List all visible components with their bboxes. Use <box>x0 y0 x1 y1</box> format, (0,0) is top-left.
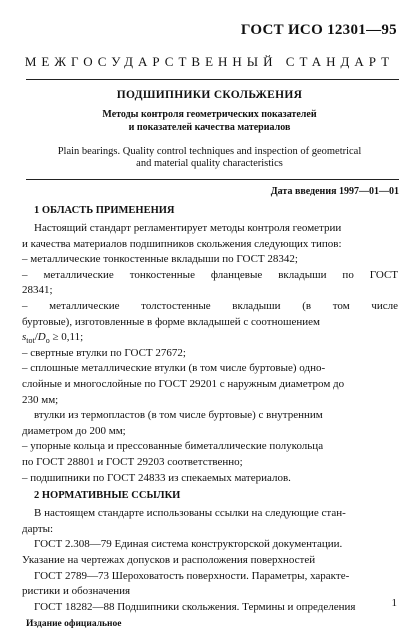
reference-item: ГОСТ 2.308—79 Единая система конструкторской документации. <box>34 538 343 551</box>
introduction-date: Дата введения 1997—01—01 <box>270 186 399 197</box>
standard-type: МЕЖГОСУДАРСТВЕННЫЙ СТАНДАРТ <box>24 54 395 69</box>
section-heading-scope: 1 ОБЛАСТЬ ПРИМЕНЕНИЯ <box>34 205 175 216</box>
english-title-line: and material quality characteristics <box>136 158 283 169</box>
list-item: втулки из термопластов (в том числе буртовые) с внутренним <box>34 409 323 422</box>
header-rule <box>26 79 399 80</box>
list-item: – сплошные металлические втулки (в том числе буртовые) одно- <box>22 362 326 375</box>
reference-item: ГОСТ 2789—73 Шероховатость поверхности. Параметры, характе- <box>34 569 350 582</box>
gost-code: ГОСТ ИСО 12301—95 <box>240 22 397 38</box>
english-title-line: Plain bearings. Quality control techniques and inspection of geometrical <box>57 146 362 157</box>
ratio-value: ≥ 0,11; <box>52 331 84 344</box>
reference-item: ГОСТ 18282—88 Подшипники скольжения. Термины и определения <box>34 600 356 613</box>
paragraph-line: Настоящий стандарт регламентирует методы контроля геометрии <box>34 222 342 234</box>
subtitle-line: и показателей качества материалов <box>128 122 291 133</box>
title-rule <box>26 179 399 180</box>
list-item: – свертные втулки по ГОСТ 27672; <box>22 346 186 359</box>
list-item: – подшипники по ГОСТ 24833 из спекаемых материалов. <box>22 471 291 484</box>
edition-note: Издание официальное <box>26 619 122 629</box>
list-item: слойные и многослойные по ГОСТ 29201 с наружным диаметром до <box>22 378 345 390</box>
reference-item: Указание на чертежах допусков и расположения поверхностей <box>22 554 316 566</box>
list-item: – металлические тонкостенные вкладыши по ГОСТ 28342; <box>22 253 298 266</box>
list-item: 230 мм; <box>22 393 59 406</box>
paragraph-line: В настоящем стандарте использованы ссылки на следующие стан- <box>34 507 346 520</box>
paragraph-line: и качества материалов подшипников скольжения следующих типов: <box>22 237 342 250</box>
document-title: ПОДШИПНИКИ СКОЛЬЖЕНИЯ <box>116 89 303 101</box>
english-title <box>0 146 419 170</box>
list-item: – упорные кольца и прессованные биметаллические полукольца <box>22 440 324 453</box>
list-item: буртовые), изготовленные в форме вкладышей с соотношением <box>22 315 320 328</box>
list-item: – металлические тонкостенные фланцевые вкладыши по ГОСТ <box>22 268 398 281</box>
subtitle-line: Методы контроля геометрических показателей <box>102 109 317 120</box>
reference-item: ристики и обозначения <box>22 585 131 598</box>
list-item: 28341; <box>22 284 53 297</box>
list-item: по ГОСТ 28801 и ГОСТ 29203 соответственно; <box>22 456 243 468</box>
list-item: диаметром до 200 мм; <box>22 424 126 437</box>
document-subtitle <box>0 108 419 134</box>
ratio-formula: $s_{tot}/D_o \ge 0,11$; <box>22 331 84 346</box>
paragraph-line: дарты: <box>22 522 54 535</box>
list-item: – металлические толстостенные вкладыши (в том числе <box>22 300 398 312</box>
page-number: 1 <box>391 597 397 609</box>
section-heading-references: 2 НОРМАТИВНЫЕ ССЫЛКИ <box>34 490 181 502</box>
